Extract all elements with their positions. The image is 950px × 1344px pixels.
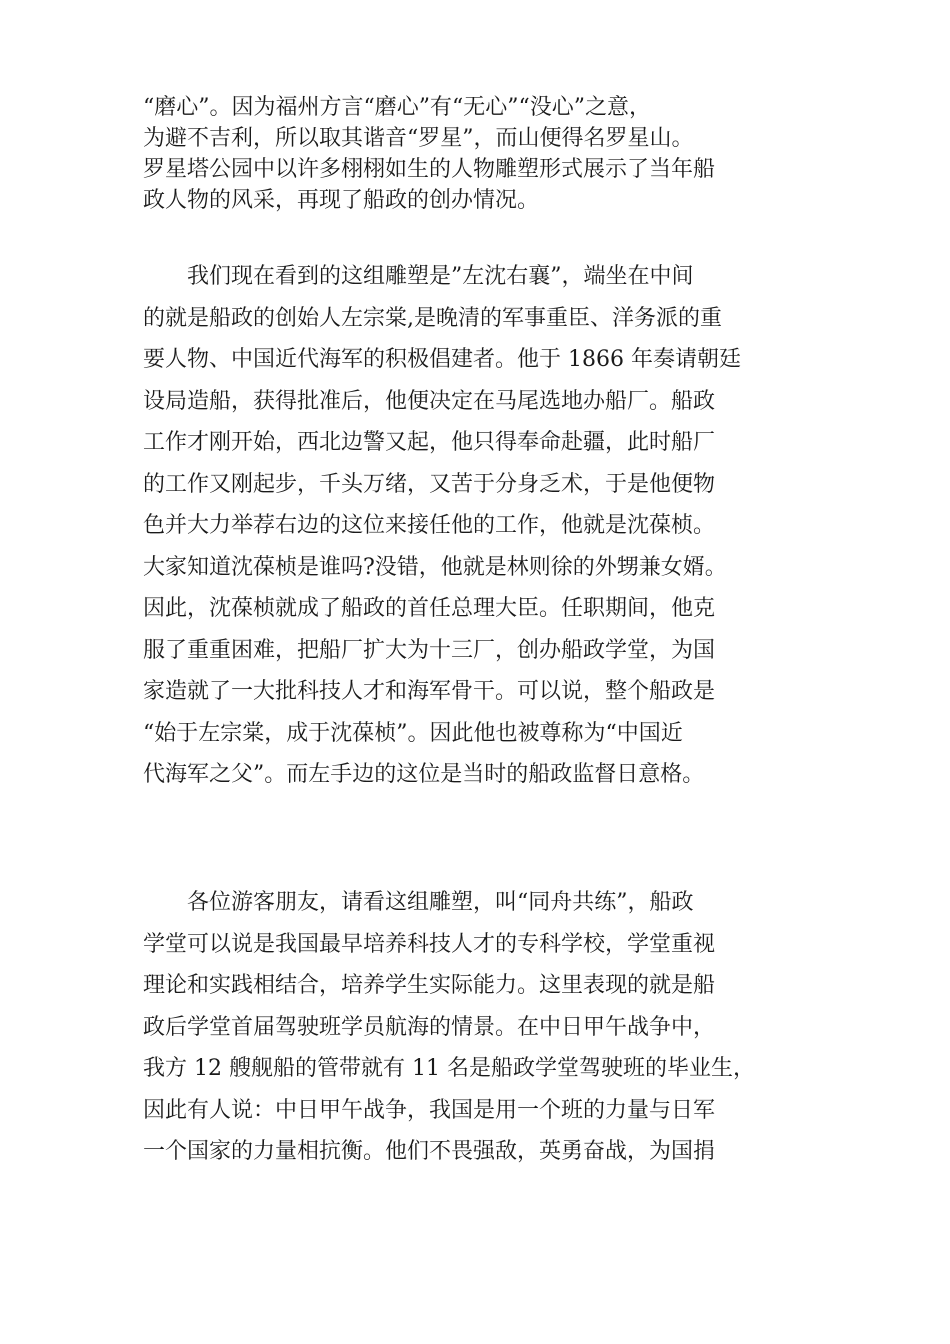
- text-line: 工作才刚开始，西北边警又起，他只得奉命赴疆，此时船厂: [143, 430, 716, 455]
- text-line: “始于左宗棠，成于沈葆桢”。因此他也被尊称为“中国近: [143, 720, 683, 746]
- paragraph-2: [143, 256, 808, 796]
- text-line: 色并大力举荐右边的这位来接任他的工作，他就是沈葆桢。: [143, 513, 716, 538]
- text-line: 学堂可以说是我国最早培养科技人才的专科学校，学堂重视: [143, 931, 716, 957]
- text-line: “磨心”。因为福州方言“磨心”有“无心”“没心”之意，: [143, 95, 651, 120]
- text-line: 因此有人说：中日甲午战争，我国是用一个班的力量与日军: [143, 1097, 716, 1123]
- text-line: 代海军之父”。而左手边的这位是当时的船政监督日意格。: [143, 762, 705, 787]
- text-line: 要人物、中国近代海军的积极倡建者。他于 1866 年奏请朝廷: [143, 347, 741, 372]
- text-line: 设局造船，获得批准后，他便决定在马尾选地办船厂。船政: [143, 388, 716, 414]
- text-line: 一个国家的力量相抗衡。他们不畏强敌，英勇奋战，为国捐: [143, 1139, 716, 1164]
- paragraph-3: [143, 882, 808, 1173]
- text-line: 服了重重困难，把船厂扩大为十三厂，创办船政学堂，为国: [143, 637, 716, 663]
- text-line: 政人物的风采，再现了船政的创办情况。: [143, 188, 540, 213]
- text-line: 为避不吉利，所以取其谐音“罗星”，而山便得名罗星山。: [143, 126, 694, 151]
- text-line: 我们现在看到的这组雕塑是”左沈右襄”，端坐在中间: [143, 264, 694, 289]
- paragraph-1: [143, 92, 808, 216]
- text-line: 政后学堂首届驾驶班学员航海的情景。在中日甲午战争中，: [143, 1014, 716, 1040]
- text-line: 大家知道沈葆桢是谁吗?没错，他就是林则徐的外甥兼女婿。: [143, 554, 727, 580]
- text-line: 的就是船政的创始人左宗棠,是晚清的军事重臣、洋务派的重: [143, 305, 722, 331]
- text-line: 理论和实践相结合，培养学生实际能力。这里表现的就是船: [143, 973, 716, 998]
- text-line: 我方 12 艘舰船的管带就有 11 名是船政学堂驾驶班的毕业生，: [143, 1056, 755, 1081]
- text-line: 各位游客朋友，请看这组雕塑，叫“同舟共练”，船政: [143, 890, 694, 915]
- text-line: 因此，沈葆桢就成了船政的首任总理大臣。任职期间，他克: [143, 596, 716, 621]
- text-line: 家造就了一大批科技人才和海军骨干。可以说，整个船政是: [143, 679, 716, 704]
- text-line: 罗星塔公园中以许多栩栩如生的人物雕塑形式展示了当年船: [143, 157, 716, 182]
- text-line: 的工作又刚起步，千头万绪，又苦于分身乏术，于是他便物: [143, 471, 716, 497]
